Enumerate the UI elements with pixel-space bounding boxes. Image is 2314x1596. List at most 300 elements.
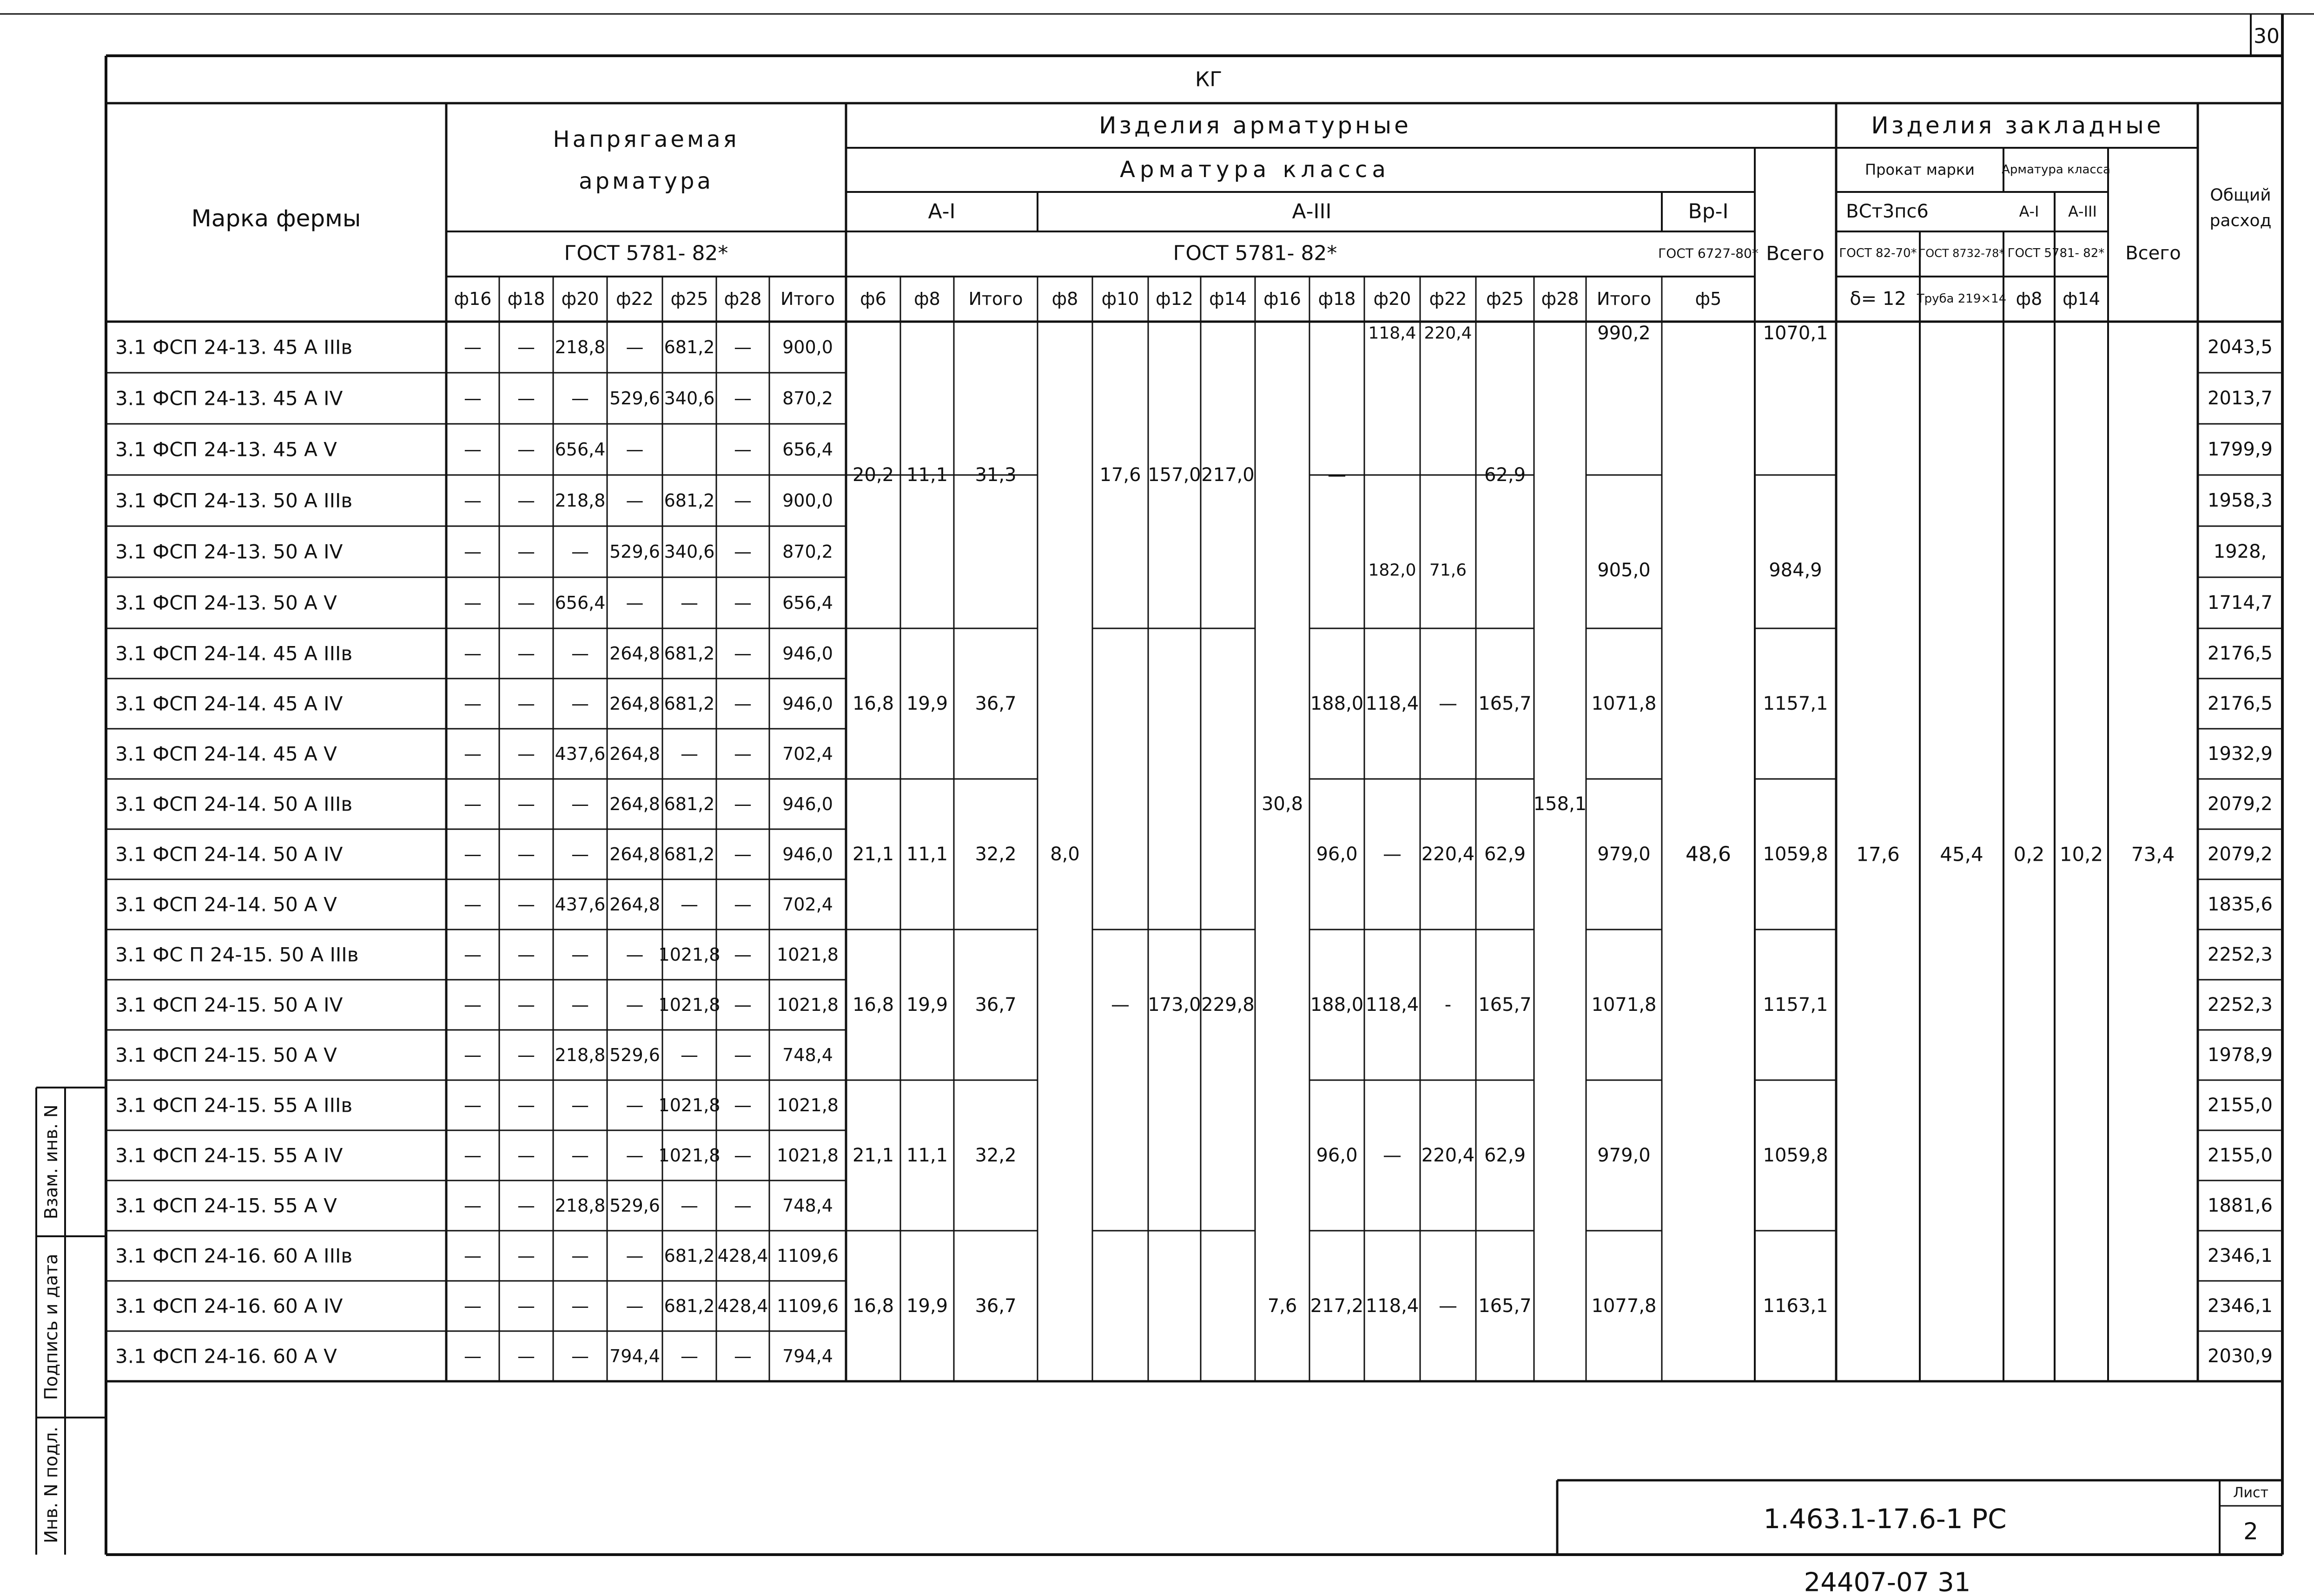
- row-mark: 3.1 ФСП 24-14. 45 А IIIв: [115, 642, 353, 665]
- a3-f22-value: 220,4: [1424, 323, 1472, 343]
- column-header: ф14: [1209, 289, 1247, 309]
- a3-f20-value: —: [1383, 1145, 1402, 1166]
- a3-f25-value: 165,7: [1478, 994, 1532, 1016]
- a1-total-value: 31,3: [975, 464, 1017, 486]
- prestressed-value: —: [734, 643, 752, 664]
- a3-header: А-III: [1292, 199, 1332, 224]
- prestressed-value: —: [464, 944, 482, 965]
- a3-f22-value: 220,4: [1421, 1145, 1475, 1166]
- prestressed-value: —: [734, 1145, 752, 1166]
- prestressed-header: арматура: [579, 168, 714, 194]
- sheet-number: 2: [2243, 1518, 2258, 1545]
- a1-f6-value: 20,2: [852, 464, 894, 486]
- row-mark: 3.1 ФСП 24-13. 45 А IV: [115, 387, 343, 410]
- overall-total: 1978,9: [2208, 1044, 2273, 1066]
- prestressed-value: —: [517, 388, 535, 409]
- row-mark: 3.1 ФСП 24-13. 50 А IIIв: [115, 489, 353, 512]
- prestressed-value: —: [734, 844, 752, 864]
- prestressed-value: —: [734, 995, 752, 1015]
- prestressed-value: —: [734, 693, 752, 714]
- prestressed-value: —: [517, 593, 535, 613]
- gost-5781: ГОСТ 5781- 82*: [2007, 246, 2105, 260]
- prestressed-value: 656,4: [555, 593, 606, 613]
- prestressed-value: —: [464, 744, 482, 764]
- a1-f6-value: 16,8: [852, 693, 894, 714]
- prestressed-value: —: [626, 1145, 644, 1166]
- a3-f28-common: 158,1: [1533, 793, 1587, 815]
- reinforcing-gost: ГОСТ 5781- 82*: [1173, 241, 1337, 265]
- overall-total: 1958,3: [2208, 490, 2273, 511]
- prestressed-value: —: [464, 1246, 482, 1266]
- column-header: ф20: [561, 289, 599, 309]
- overall-total: 1881,6: [2208, 1195, 2273, 1216]
- a3-f22-value: 220,4: [1421, 844, 1475, 865]
- prestressed-value: 681,2: [664, 693, 715, 714]
- column-header: ф16: [454, 289, 492, 309]
- prestressed-value: —: [464, 995, 482, 1015]
- prestressed-value: —: [464, 593, 482, 613]
- prestressed-value: 900,0: [782, 337, 833, 357]
- bp-gost: ГОСТ 6727-80*: [1658, 245, 1759, 261]
- column-header: ф18: [507, 289, 545, 309]
- prestressed-value: —: [571, 693, 589, 714]
- prestressed-value: —: [517, 1045, 535, 1065]
- row-mark: 3.1 ФСП 24-13. 50 А IV: [115, 540, 343, 563]
- prestressed-value: —: [734, 388, 752, 409]
- overall-total: 1799,9: [2208, 439, 2273, 460]
- a3-f18-value: 96,0: [1316, 844, 1358, 865]
- row-mark: 3.1 ФСП 24-14. 50 А IV: [115, 843, 343, 866]
- a3-f20-value: 118,4: [1368, 323, 1416, 343]
- prestressed-value: 1021,8: [777, 995, 839, 1015]
- prestressed-value: 529,6: [609, 1045, 660, 1065]
- prestressed-value: —: [571, 388, 589, 409]
- column-header: Итого: [968, 289, 1023, 309]
- prestressed-value: 946,0: [782, 643, 833, 664]
- column-header: ф16: [1263, 289, 1301, 309]
- a1-f8-value: 11,1: [906, 464, 948, 486]
- overall-total: 1714,7: [2208, 592, 2273, 613]
- prestressed-value: 681,2: [664, 1296, 715, 1316]
- prestressed-value: —: [571, 995, 589, 1015]
- bottom-number: 24407-07 31: [1804, 1567, 1971, 1596]
- prestressed-value: —: [626, 337, 644, 357]
- reinforcing-total-value: 1157,1: [1763, 994, 1828, 1016]
- column-header: ф8: [1051, 289, 1078, 309]
- prestressed-value: —: [464, 1095, 482, 1115]
- prestressed-value: —: [517, 1346, 535, 1366]
- prestressed-value: 428,4: [717, 1296, 768, 1316]
- column-header: ф5: [1695, 289, 1722, 309]
- prestressed-value: 264,8: [609, 693, 660, 714]
- embedded-pipe-common: 45,4: [1940, 843, 1983, 866]
- rolled-header: Прокат марки: [1865, 161, 1975, 178]
- prestressed-value: —: [734, 337, 752, 357]
- prestressed-value: —: [681, 1195, 698, 1216]
- a3-f25-value: 165,7: [1478, 693, 1532, 714]
- embedded-total-header: Всего: [2125, 243, 2181, 264]
- column-header: ф18: [1318, 289, 1356, 309]
- prestressed-value: —: [734, 1195, 752, 1216]
- prestressed-value: —: [464, 643, 482, 664]
- prestressed-value: 900,0: [782, 490, 833, 511]
- column-header: ф8: [2016, 289, 2043, 309]
- row-mark: 3.1 ФСП 24-16. 60 А IIIв: [115, 1244, 353, 1267]
- column-header: ф20: [1373, 289, 1411, 309]
- prestressed-value: 437,6: [555, 744, 606, 764]
- prestressed-value: —: [571, 944, 589, 965]
- a3-f12-value: 157,0: [1148, 464, 1201, 486]
- prestressed-value: —: [626, 1296, 644, 1316]
- prestressed-value: —: [517, 794, 535, 814]
- reinforcing-header: Изделия арматурные: [1099, 112, 1411, 139]
- overall-total: 2013,7: [2208, 388, 2273, 409]
- overall-total: 2176,5: [2208, 643, 2273, 664]
- a1-f8-value: 11,1: [906, 1145, 948, 1166]
- prestressed-value: 1021,8: [777, 944, 839, 965]
- a3-f20-value: —: [1383, 844, 1402, 865]
- emb-rebar-class-header: Арматура класса: [2002, 163, 2110, 177]
- gost-8732: ГОСТ 8732-78*: [1918, 247, 2005, 260]
- a3-f25-value: 62,9: [1484, 844, 1526, 865]
- a3-f22-value: —: [1439, 1295, 1457, 1317]
- a3-f12-value: 173,0: [1148, 994, 1201, 1016]
- a3-f18-value: —: [1328, 464, 1346, 486]
- prestressed-value: —: [626, 490, 644, 511]
- prestressed-value: —: [571, 541, 589, 562]
- column-header: ф12: [1156, 289, 1193, 309]
- column-header: Итого: [1596, 289, 1652, 309]
- prestressed-value: —: [464, 439, 482, 460]
- overall-total: 1928,: [2213, 541, 2267, 562]
- prestressed-value: 748,4: [782, 1045, 833, 1065]
- row-mark: 3.1 ФСП 24-15. 55 А IV: [115, 1144, 343, 1167]
- prestressed-value: —: [734, 744, 752, 764]
- prestressed-value: —: [734, 541, 752, 562]
- prestressed-value: 264,8: [609, 894, 660, 915]
- sidebar-sign-date: Подпись и дата: [41, 1253, 61, 1400]
- prestressed-gost: ГОСТ 5781- 82*: [564, 241, 728, 265]
- prestressed-value: 946,0: [782, 844, 833, 864]
- a1-f8-value: 19,9: [906, 693, 948, 714]
- row-mark: 3.1 ФСП 24-13. 45 А V: [115, 438, 337, 461]
- a3-f18-value: 188,0: [1310, 994, 1364, 1016]
- column-header: ф14: [2063, 289, 2100, 309]
- prestressed-value: —: [734, 1045, 752, 1065]
- embedded-header: Изделия закладные: [1871, 112, 2164, 139]
- prestressed-value: 946,0: [782, 794, 833, 814]
- prestressed-value: —: [681, 894, 698, 915]
- a3-f10-value: —: [1111, 994, 1130, 1016]
- prestressed-value: 529,6: [609, 541, 660, 562]
- prestressed-value: 702,4: [782, 744, 833, 764]
- a3-f18-value: 96,0: [1316, 1145, 1358, 1166]
- overall-total: 2346,1: [2208, 1245, 2273, 1266]
- a1-f8-value: 19,9: [906, 1295, 948, 1317]
- prestressed-value: 529,6: [609, 388, 660, 409]
- prestressed-value: —: [517, 439, 535, 460]
- prestressed-value: 1021,8: [777, 1145, 839, 1166]
- prestressed-value: —: [571, 643, 589, 664]
- row-mark: 3.1 ФСП 24-15. 50 А IV: [115, 993, 343, 1016]
- reinforcing-total-value: 1070,1: [1763, 323, 1828, 344]
- a1-total-value: 32,2: [975, 1145, 1017, 1166]
- prestressed-value: 681,2: [664, 337, 715, 357]
- prestressed-value: 264,8: [609, 643, 660, 664]
- prestressed-value: 264,8: [609, 794, 660, 814]
- prestressed-value: 437,6: [555, 894, 606, 915]
- prestressed-value: —: [571, 1246, 589, 1266]
- overall-header: Общий: [2210, 185, 2271, 205]
- column-header: ф8: [914, 289, 940, 309]
- prestressed-value: —: [517, 1145, 535, 1166]
- prestressed-value: —: [517, 541, 535, 562]
- prestressed-value: —: [464, 1045, 482, 1065]
- prestressed-value: —: [626, 1246, 644, 1266]
- column-header: ф25: [1486, 289, 1524, 309]
- prestressed-value: 681,2: [664, 643, 715, 664]
- prestressed-value: —: [464, 1145, 482, 1166]
- prestressed-value: —: [571, 1346, 589, 1366]
- emb-a3-header: А-III: [2068, 203, 2097, 220]
- overall-total: 1932,9: [2208, 743, 2273, 765]
- row-mark: 3.1 ФСП 24-15. 55 А V: [115, 1194, 337, 1217]
- overall-total: 1835,6: [2208, 894, 2273, 915]
- prestressed-value: —: [517, 894, 535, 915]
- a3-f20-value: 182,0: [1368, 561, 1416, 580]
- steel-grade: ВСт3пс6: [1846, 201, 1929, 222]
- prestressed-value: —: [464, 1296, 482, 1316]
- a1-total-value: 32,2: [975, 844, 1017, 865]
- prestressed-value: —: [517, 337, 535, 357]
- a1-f8-value: 19,9: [906, 994, 948, 1016]
- embedded-total-common: 73,4: [2131, 843, 2175, 866]
- a3-total-value: 1071,8: [1591, 693, 1657, 714]
- row-mark: 3.1 ФСП 24-14. 45 А V: [115, 742, 337, 765]
- sheet-label: Лист: [2233, 1484, 2269, 1501]
- a1-total-value: 36,7: [975, 1295, 1017, 1317]
- prestressed-value: —: [626, 593, 644, 613]
- rebar-class-header: Арматура класса: [1120, 157, 1390, 183]
- prestressed-header: Напрягаемая: [553, 126, 740, 152]
- prestressed-value: —: [681, 593, 698, 613]
- row-mark: 3.1 ФСП 24-14. 50 А IIIв: [115, 792, 353, 816]
- overall-total: 2079,2: [2208, 844, 2273, 865]
- column-header: ф6: [860, 289, 886, 309]
- a3-f14-value: 217,0: [1201, 464, 1255, 486]
- prestressed-value: —: [571, 1095, 589, 1115]
- a3-f20-value: 118,4: [1365, 1295, 1419, 1317]
- a3-total-value: 979,0: [1597, 844, 1651, 865]
- prestressed-value: —: [626, 1095, 644, 1115]
- a1-header: А-I: [928, 199, 956, 224]
- prestressed-value: —: [734, 490, 752, 511]
- row-mark: 3.1 ФСП 24-13. 45 А IIIв: [115, 336, 353, 359]
- prestressed-value: 681,2: [664, 1246, 715, 1266]
- a1-f8-value: 11,1: [906, 844, 948, 865]
- a3-f18-value: 188,0: [1310, 693, 1364, 714]
- a1-f6-value: 16,8: [852, 994, 894, 1016]
- prestressed-value: —: [571, 1296, 589, 1316]
- prestressed-value: —: [464, 693, 482, 714]
- prestressed-value: —: [464, 541, 482, 562]
- mark-header: Марка фермы: [191, 205, 361, 232]
- row-mark: 3.1 ФСП 24-14. 50 А V: [115, 893, 337, 916]
- a3-total-value: 990,2: [1597, 323, 1651, 344]
- a3-f14-value: 229,8: [1201, 994, 1255, 1016]
- a3-total-value: 1071,8: [1591, 994, 1657, 1016]
- embedded-f14-common: 10,2: [2059, 843, 2103, 866]
- row-mark: 3.1 ФСП 24-16. 60 А V: [115, 1345, 337, 1368]
- table-caption: КГ: [1195, 67, 1223, 92]
- prestressed-value: —: [734, 439, 752, 460]
- overall-total: 2079,2: [2208, 793, 2273, 815]
- prestressed-value: 748,4: [782, 1195, 833, 1216]
- prestressed-value: 218,8: [555, 1195, 606, 1216]
- prestressed-value: 1109,6: [777, 1296, 839, 1316]
- prestressed-value: —: [464, 794, 482, 814]
- a1-total-value: 36,7: [975, 693, 1017, 714]
- overall-total: 2346,1: [2208, 1295, 2273, 1317]
- overall-total: 2155,0: [2208, 1095, 2273, 1116]
- page-number: 30: [2254, 24, 2280, 48]
- prestressed-value: —: [734, 894, 752, 915]
- reinforcing-total-header: Всего: [1766, 242, 1825, 265]
- a3-f25-value: 62,9: [1484, 1145, 1526, 1166]
- row-mark: 3.1 ФСП 24-15. 55 А IIIв: [115, 1094, 353, 1117]
- column-header: ф22: [1429, 289, 1467, 309]
- prestressed-value: —: [734, 794, 752, 814]
- prestressed-value: —: [464, 1346, 482, 1366]
- a3-f25-value: 165,7: [1478, 1295, 1532, 1317]
- prestressed-value: 1021,8: [658, 1145, 721, 1166]
- reinforcing-total-value: 984,9: [1769, 560, 1822, 581]
- a3-f25-value: 62,9: [1484, 464, 1526, 486]
- a3-total-value: 979,0: [1597, 1145, 1651, 1166]
- prestressed-value: —: [517, 1195, 535, 1216]
- prestressed-value: —: [517, 995, 535, 1015]
- prestressed-value: 428,4: [717, 1246, 768, 1266]
- prestressed-value: 656,4: [555, 439, 606, 460]
- prestressed-value: 1021,8: [658, 995, 721, 1015]
- prestressed-value: —: [517, 490, 535, 511]
- reinforcing-total-value: 1059,8: [1763, 844, 1828, 865]
- a1-f6-value: 21,1: [852, 844, 894, 865]
- embedded-plate-common: 17,6: [1856, 843, 1900, 866]
- prestressed-value: 681,2: [664, 844, 715, 864]
- prestressed-value: —: [626, 944, 644, 965]
- prestressed-value: 681,2: [664, 490, 715, 511]
- prestressed-value: 656,4: [782, 439, 833, 460]
- row-mark: 3.1 ФСП 24-14. 45 А IV: [115, 692, 343, 715]
- a3-f20-value: 118,4: [1365, 994, 1419, 1016]
- prestressed-value: 218,8: [555, 337, 606, 357]
- prestressed-value: —: [734, 593, 752, 613]
- prestressed-value: 946,0: [782, 693, 833, 714]
- a1-f6-value: 21,1: [852, 1145, 894, 1166]
- column-header: Итого: [780, 289, 835, 309]
- overall-total: 2155,0: [2208, 1145, 2273, 1166]
- prestressed-value: —: [681, 1346, 698, 1366]
- prestressed-value: 218,8: [555, 1045, 606, 1065]
- row-mark: 3.1 ФС П 24-15. 50 А IIIв: [115, 943, 359, 966]
- prestressed-value: —: [464, 490, 482, 511]
- prestressed-value: 1021,8: [658, 1095, 721, 1115]
- prestressed-value: 340,6: [664, 541, 715, 562]
- a3-f22-value: 71,6: [1429, 561, 1467, 580]
- a3-f18-value: 217,2: [1310, 1295, 1364, 1317]
- pipe-header: Труба 219×14: [1917, 292, 2007, 306]
- prestressed-value: —: [517, 944, 535, 965]
- prestressed-value: 870,2: [782, 388, 833, 409]
- prestressed-value: —: [734, 1095, 752, 1115]
- row-mark: 3.1 ФСП 24-13. 50 А V: [115, 591, 337, 614]
- prestressed-value: —: [734, 944, 752, 965]
- prestressed-value: —: [517, 1296, 535, 1316]
- prestressed-value: —: [517, 643, 535, 664]
- prestressed-value: —: [464, 1195, 482, 1216]
- embedded-f8-common: 0,2: [2013, 843, 2045, 866]
- overall-total: 2252,3: [2208, 944, 2273, 965]
- prestressed-value: —: [464, 894, 482, 915]
- prestressed-value: —: [681, 1045, 698, 1065]
- gost-82: ГОСТ 82-70*: [1839, 246, 1917, 260]
- bp1-header: Вр-I: [1688, 199, 1729, 224]
- overall-total: 2043,5: [2208, 336, 2273, 358]
- prestressed-value: —: [517, 844, 535, 864]
- prestressed-value: 264,8: [609, 744, 660, 764]
- prestressed-value: —: [626, 439, 644, 460]
- prestressed-value: —: [464, 844, 482, 864]
- prestressed-value: 656,4: [782, 593, 833, 613]
- column-header: ф28: [1541, 289, 1579, 309]
- prestressed-value: —: [517, 1095, 535, 1115]
- column-header: ф25: [670, 289, 708, 309]
- emb-a1-header: А-I: [2019, 203, 2039, 220]
- row-mark: 3.1 ФСП 24-16. 60 А IV: [115, 1294, 343, 1318]
- drawing-code: 1.463.1-17.6-1 РС: [1763, 1503, 2007, 1535]
- a3-f10-value: 17,6: [1099, 464, 1141, 486]
- a1-total-value: 36,7: [975, 994, 1017, 1016]
- prestressed-value: —: [681, 744, 698, 764]
- prestressed-value: 264,8: [609, 844, 660, 864]
- a3-f16-common: 30,8: [1261, 793, 1303, 815]
- prestressed-value: 794,4: [609, 1346, 660, 1366]
- overall-total: 2176,5: [2208, 693, 2273, 714]
- a3-f20-value: 118,4: [1365, 693, 1419, 714]
- bp-f5-common: 48,6: [1686, 842, 1731, 866]
- a3-total-value: 905,0: [1597, 560, 1651, 581]
- row-mark: 3.1 ФСП 24-15. 50 А V: [115, 1043, 337, 1067]
- prestressed-value: —: [571, 794, 589, 814]
- prestressed-value: —: [734, 1346, 752, 1366]
- prestressed-value: 340,6: [664, 388, 715, 409]
- overall-total: 2030,9: [2208, 1345, 2273, 1367]
- column-header: ф28: [724, 289, 762, 309]
- reinforcing-total-value: 1163,1: [1763, 1295, 1828, 1317]
- column-header: ф22: [616, 289, 654, 309]
- a1-f6-value: 16,8: [852, 1295, 894, 1317]
- a3-f8-common: 8,0: [1050, 844, 1080, 865]
- sidebar-vzam: Взам. инв. N: [41, 1104, 61, 1220]
- prestressed-value: 529,6: [609, 1195, 660, 1216]
- prestressed-value: —: [517, 1246, 535, 1266]
- prestressed-value: —: [464, 388, 482, 409]
- reinforcing-total-value: 1157,1: [1763, 693, 1828, 714]
- delta-header: δ= 12: [1850, 288, 1906, 310]
- prestressed-value: 870,2: [782, 541, 833, 562]
- a3-f22-value: -: [1444, 994, 1452, 1016]
